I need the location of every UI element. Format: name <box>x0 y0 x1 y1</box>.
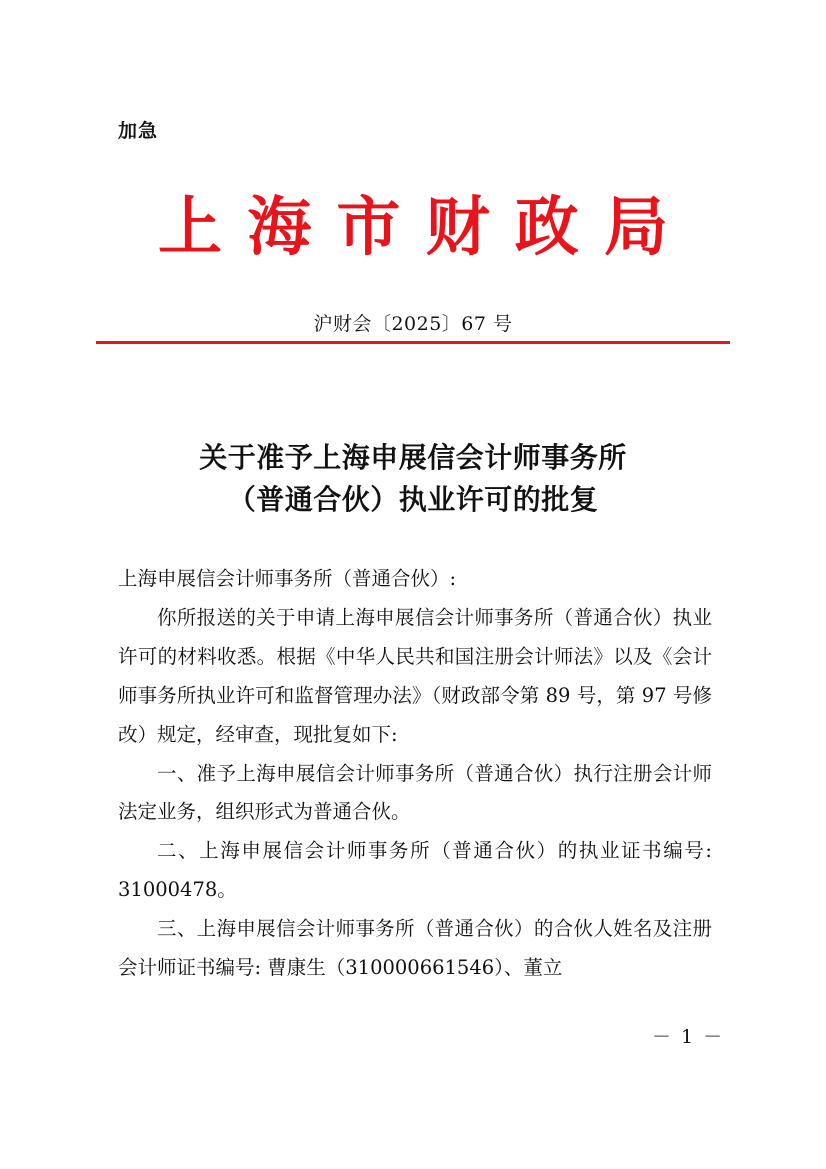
body-item-2: 二、上海申展信会计师事务所（普通合伙）的执业证书编号: 31000478。 <box>118 839 712 902</box>
page-number: － 1 － <box>652 1026 725 1048</box>
document-body <box>118 560 712 988</box>
urgency-label: 加急 <box>118 120 159 142</box>
agency-char: 政 <box>514 190 579 265</box>
salutation: 上海申展信会计师事务所（普通合伙）: <box>118 567 457 590</box>
document-title-line-2: （普通合伙）执业许可的批复 <box>227 483 599 516</box>
agency-char: 海 <box>247 190 312 265</box>
document-number: 沪财会〔2025〕67 号 <box>313 313 513 335</box>
body-item-1: 一、准予上海申展信会计师事务所（普通合伙）执行注册会计师法定业务，组织形式为普通合伙。 <box>118 761 712 824</box>
agency-char: 上 <box>158 190 222 265</box>
red-divider-line <box>96 341 730 344</box>
agency-name <box>96 186 730 270</box>
document-title-line-1: 关于准予上海申展信会计师事务所 <box>199 441 627 474</box>
body-paragraph: 你所报送的关于申请上海申展信会计师事务所（普通合伙）执业许可的材料收悉。根据《中华人民共和国注册会计师法》以及《会计师事务所执业许可和监督管理办法》（财政部令第 89 号，第 97 号修改）规定，经审查，现批复如下: <box>118 605 712 746</box>
agency-char: 市 <box>336 190 401 265</box>
agency-char: 局 <box>603 190 668 265</box>
body-item-3: 三、上海申展信会计师事务所（普通合伙）的合伙人姓名及注册会计师证书编号: 曹康生（310000661546）、董立 <box>118 917 712 980</box>
agency-char: 财 <box>425 190 490 265</box>
